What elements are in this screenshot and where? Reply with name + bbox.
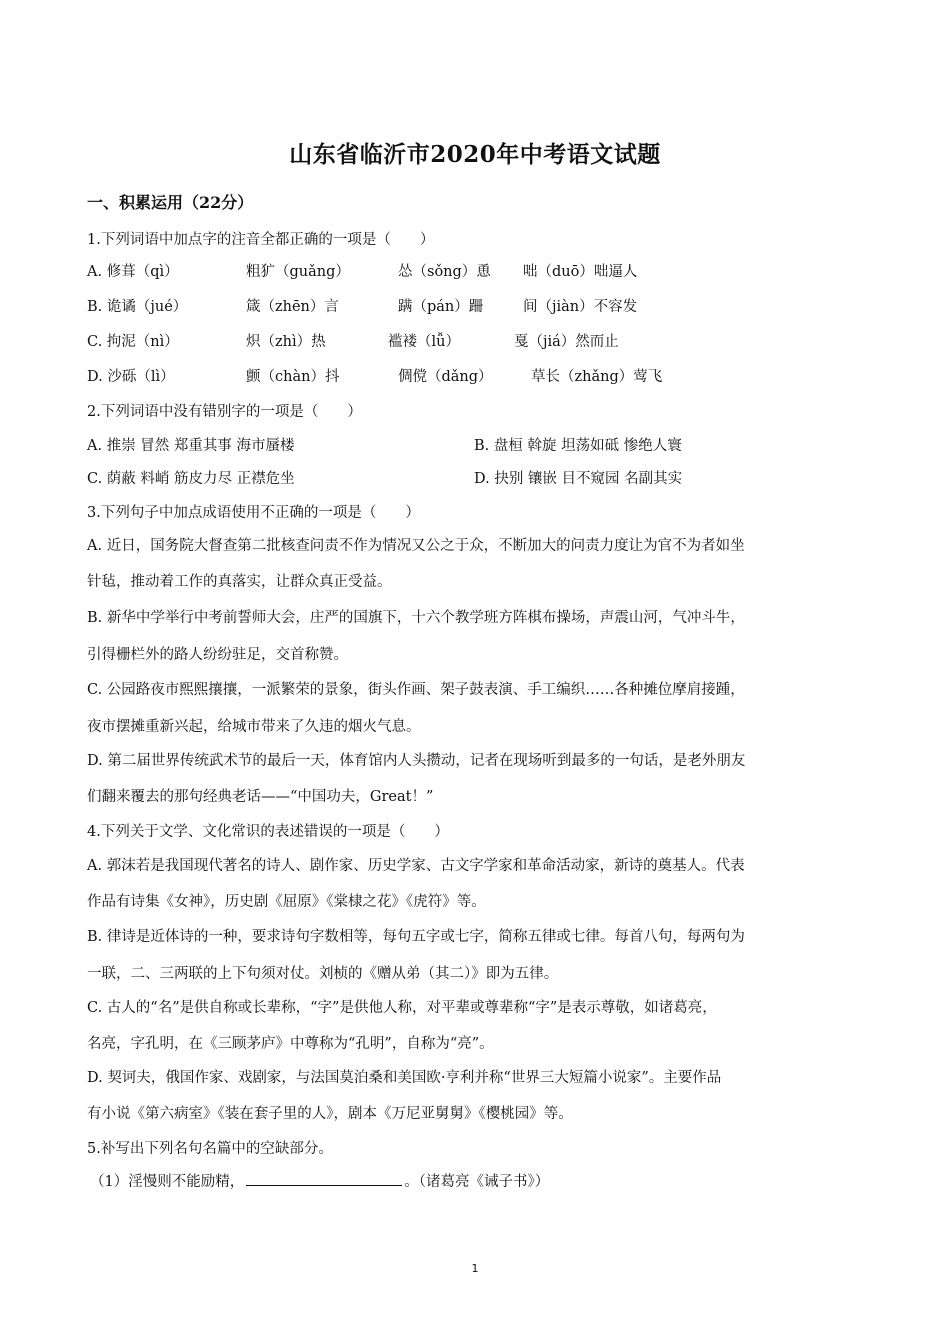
q1-option-d-3: 倜傥（dǎng） bbox=[398, 369, 493, 385]
q4-line: 作品有诗集《女神》，历史剧《屈原》《棠棣之花》《虎符》等。 bbox=[87, 894, 486, 910]
q2-option-c: C. 荫蔽 料峭 筋皮力尽 正襟危坐 bbox=[87, 471, 295, 487]
question-1-stem: 1.下列词语中加点字的注音全都正确的一项是（ ） bbox=[87, 232, 435, 248]
q1-option-b-4: 间（jiàn）不容发 bbox=[523, 299, 638, 315]
q1-option-a-2: 粗犷（guǎng） bbox=[246, 264, 350, 280]
question-4-stem: 4.下列关于文学、文化常识的表述错误的一项是（ ） bbox=[87, 824, 449, 840]
q1-option-a-1: A. 修葺（qì） bbox=[87, 264, 179, 280]
q3-line: 们翻来覆去的那句经典老话——“中国功夫，Great！” bbox=[87, 789, 434, 805]
q1-option-d-4: 草长（zhǎng）莺飞 bbox=[531, 369, 663, 385]
q1-option-d-2: 颤（chàn）抖 bbox=[246, 369, 340, 385]
q2-option-d: D. 抉别 镶嵌 目不窥园 名副其实 bbox=[474, 471, 683, 487]
q5-item-1 bbox=[90, 1170, 549, 1191]
q3-line: 引得栅栏外的路人纷纷驻足，交首称赞。 bbox=[87, 647, 348, 663]
answer-blank[interactable] bbox=[246, 1171, 402, 1186]
q4-line: B. 律诗是近体诗的一种，要求诗句字数相等，每句五字或七字，简称五律或七律。每首八句，每两句为 bbox=[87, 929, 745, 945]
q4-line: C. 古人的“名”是供自称或长辈称，“字”是供他人称，对平辈或尊辈称“字”是表示尊敬，如诸葛亮， bbox=[87, 1000, 717, 1016]
q1-option-b-1: B. 诡谲（jué） bbox=[87, 299, 188, 315]
q5-item-1-after: 。（诸葛亮《诫子书》） bbox=[404, 1174, 550, 1190]
q4-line: 有小说《第六病室》《装在套子里的人》，剧本《万尼亚舅舅》《樱桃园》等。 bbox=[87, 1106, 573, 1122]
q3-line: 夜市摆摊重新兴起，给城市带来了久违的烟火气息。 bbox=[87, 719, 421, 735]
q1-option-a-4: 咄（duō）咄逼人 bbox=[523, 264, 638, 280]
q4-line: D. 契诃夫，俄国作家、戏剧家，与法国莫泊桑和美国欧·亨利并称“世界三大短篇小说家”。主要作品 bbox=[87, 1070, 722, 1086]
q5-item-1-before: （1）淫慢则不能励精， bbox=[90, 1174, 245, 1190]
q1-option-b-2: 箴（zhēn）言 bbox=[246, 299, 339, 315]
q4-line: 名亮，字孔明，在《三顾茅庐》中尊称为“孔明”，自称为“亮”。 bbox=[87, 1036, 494, 1052]
q2-option-a: A. 推崇 冒然 郑重其事 海市蜃楼 bbox=[87, 438, 295, 454]
page-number: 1 bbox=[471, 1262, 479, 1275]
q4-line: A. 郭沫若是我国现代著名的诗人、剧作家、历史学家、古文字学家和革命活动家，新诗的奠基人。代表 bbox=[87, 858, 745, 874]
q1-option-b-3: 蹒（pán）跚 bbox=[398, 299, 484, 315]
question-2-stem: 2.下列词语中没有错别字的一项是（ ） bbox=[87, 404, 362, 420]
q1-option-c-1: C. 拘泥（nì） bbox=[87, 334, 179, 350]
q1-option-c-3: 褴褛（lǚ） bbox=[388, 334, 460, 350]
q1-option-c-2: 炽（zhì）热 bbox=[246, 334, 326, 350]
page-title: 山东省临沂市2020年中考语文试题 bbox=[289, 141, 661, 168]
section-heading: 一、积累运用（22分） bbox=[87, 193, 254, 212]
q1-option-d-1: D. 沙砾（lì） bbox=[87, 369, 175, 385]
q3-line: B. 新华中学举行中考前誓师大会，庄严的国旗下，十六个教学班方阵棋布操场，声震山河，气冲斗牛， bbox=[87, 610, 745, 626]
q3-line: A. 近日，国务院大督查第二批核查问责不作为情况又公之于众，不断加大的问责力度让为官不为者如坐 bbox=[87, 538, 745, 554]
q1-option-a-3: 怂（sǒng）恿 bbox=[398, 264, 491, 280]
question-3-stem: 3.下列句子中加点成语使用不正确的一项是（ ） bbox=[87, 505, 420, 521]
q2-option-b: B. 盘桓 斡旋 坦荡如砥 惨绝人寰 bbox=[474, 438, 682, 454]
q3-line: C. 公园路夜市熙熙攘攘，一派繁荣的景象，街头作画、架子鼓表演、手工编织……各种摊位摩肩接踵， bbox=[87, 682, 745, 698]
question-5-stem: 5.补写出下列名句名篇中的空缺部分。 bbox=[87, 1141, 333, 1157]
q3-line: 针毡，推动着工作的真落实，让群众真正受益。 bbox=[87, 574, 392, 590]
q4-line: 一联，二、三两联的上下句须对仗。刘桢的《赠从弟（其二）》即为五律。 bbox=[87, 966, 559, 982]
q3-line: D. 第二届世界传统武术节的最后一天，体育馆内人头攒动，记者在现场听到最多的一句话，是老外朋友 bbox=[87, 753, 746, 769]
q1-option-c-4: 戛（jiá）然而止 bbox=[514, 334, 619, 350]
